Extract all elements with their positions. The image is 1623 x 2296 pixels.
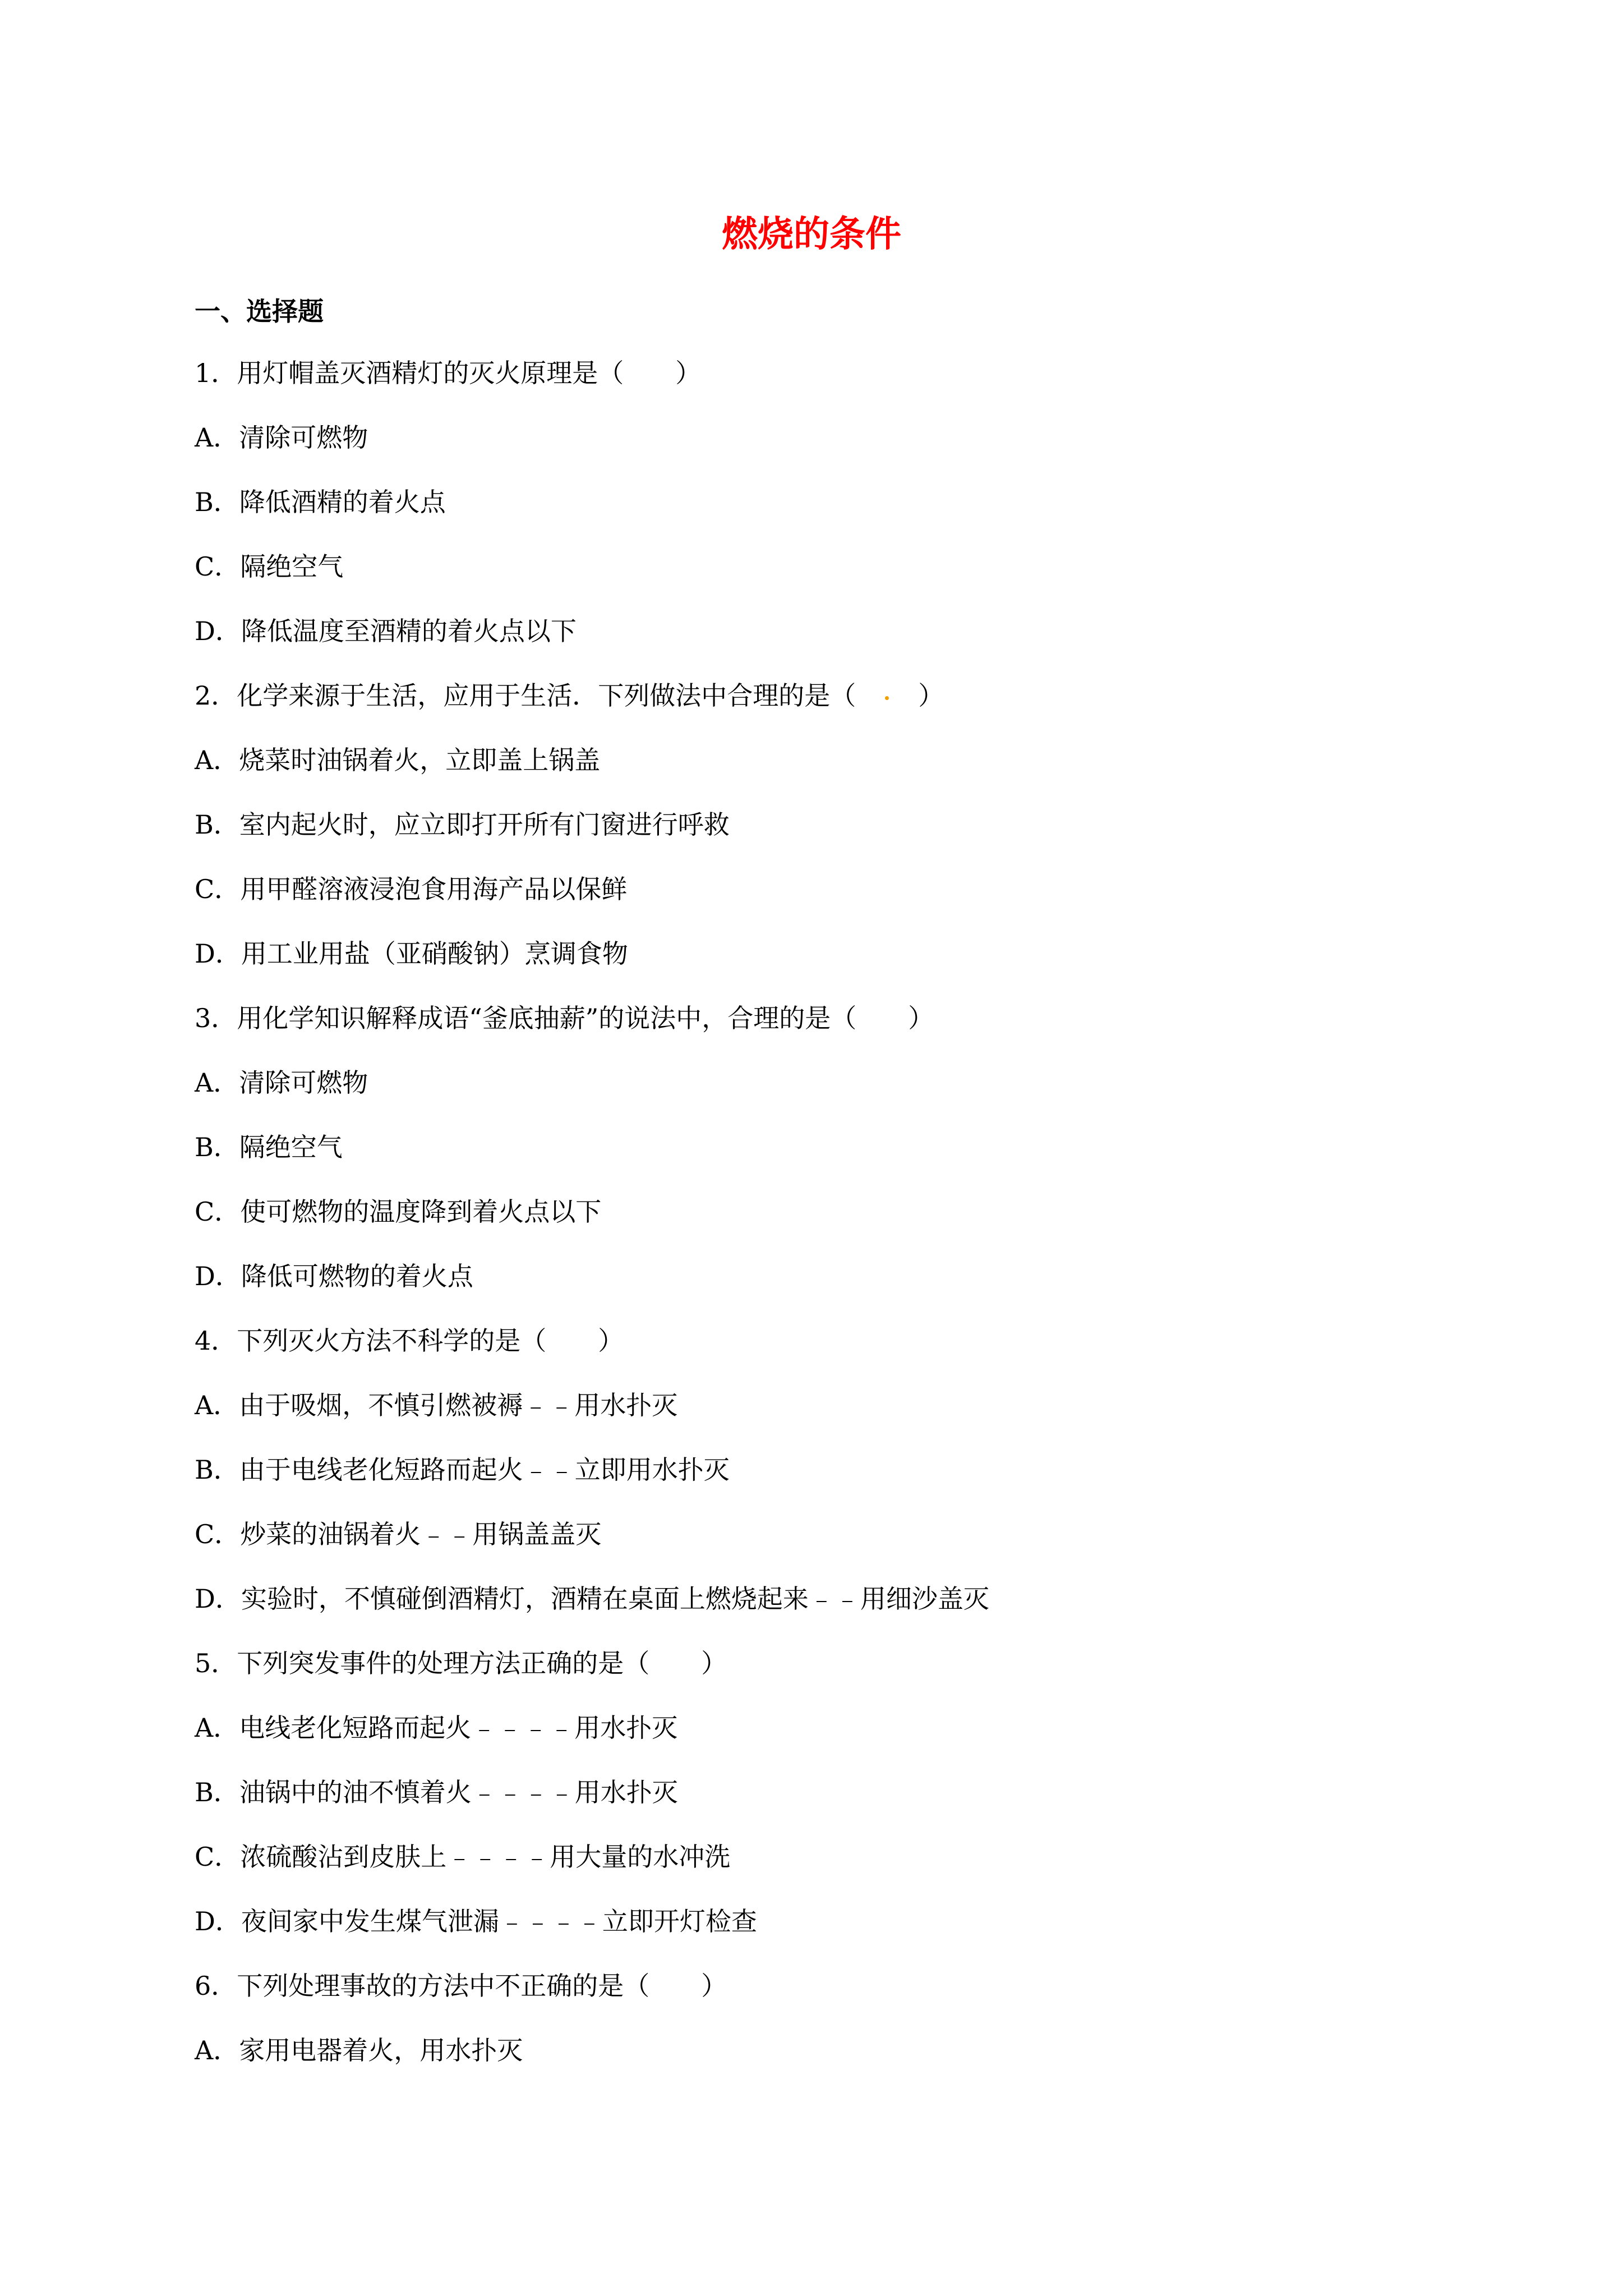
option-4a: A．由于吸烟，不慎引燃被褥﹣﹣用水扑灭 (195, 1390, 678, 1420)
question-stem-1: 1．用灯帽盖灭酒精灯的灭火原理是（ ） (195, 358, 702, 388)
option-2c: C．用甲醛溶液浸泡食用海产品以保鲜 (195, 874, 628, 904)
question-stem-3: 3．用化学知识解释成语“釜底抽薪”的说法中，合理的是（ ） (195, 1003, 934, 1033)
option-4b: B．由于电线老化短路而起火﹣﹣立即用水扑灭 (195, 1455, 730, 1485)
section-heading: 一、选择题 (195, 296, 324, 326)
option-3d: D．降低可燃物的着火点 (195, 1261, 473, 1291)
option-5d: D．夜间家中发生煤气泄漏﹣﹣﹣﹣立即开灯检查 (195, 1906, 757, 1936)
question-stem-2-close: ） (918, 680, 944, 711)
document-title: 燃烧的条件 (722, 214, 901, 255)
option-2d: D．用工业用盐（亚硝酸钠）烹调食物 (195, 938, 628, 969)
orange-dot-mark (885, 696, 889, 700)
option-6a: A．家用电器着火，用水扑灭 (195, 2035, 523, 2065)
question-stem-6: 6．下列处理事故的方法中不正确的是（ ） (195, 1971, 727, 2001)
option-5b: B．油锅中的油不慎着火﹣﹣﹣﹣用水扑灭 (195, 1777, 678, 1807)
question-stem-4: 4．下列灭火方法不科学的是（ ） (195, 1326, 624, 1356)
question-list (195, 353, 1428, 2095)
option-2b: B．室内起火时，应立即打开所有门窗进行呼救 (195, 809, 730, 840)
option-5a: A．电线老化短路而起火﹣﹣﹣﹣用水扑灭 (195, 1713, 678, 1743)
option-2a: A．烧菜时油锅着火，立即盖上锅盖 (195, 745, 601, 775)
option-1d: D．降低温度至酒精的着火点以下 (195, 616, 577, 646)
option-4c: C．炒菜的油锅着火﹣﹣用锅盖盖灭 (195, 1519, 602, 1549)
option-1c: C．隔绝空气 (195, 551, 344, 582)
question-stem-2-text: 2．化学来源于生活，应用于生活．下列做法中合理的是（ (195, 680, 856, 711)
option-4d: D．实验时，不慎碰倒酒精灯，酒精在桌面上燃烧起来﹣﹣用细沙盖灭 (195, 1584, 989, 1614)
option-3c: C．使可燃物的温度降到着火点以下 (195, 1197, 602, 1227)
option-1a: A．清除可燃物 (195, 422, 368, 453)
option-3b: B．隔绝空气 (195, 1132, 343, 1162)
question-stem-5: 5．下列突发事件的处理方法正确的是（ ） (195, 1648, 727, 1678)
option-5c: C．浓硫酸沾到皮肤上﹣﹣﹣﹣用大量的水冲洗 (195, 1842, 731, 1872)
option-1b: B．降低酒精的着火点 (195, 487, 446, 517)
question-stem-2 (195, 676, 1428, 740)
option-3a: A．清除可燃物 (195, 1068, 368, 1098)
